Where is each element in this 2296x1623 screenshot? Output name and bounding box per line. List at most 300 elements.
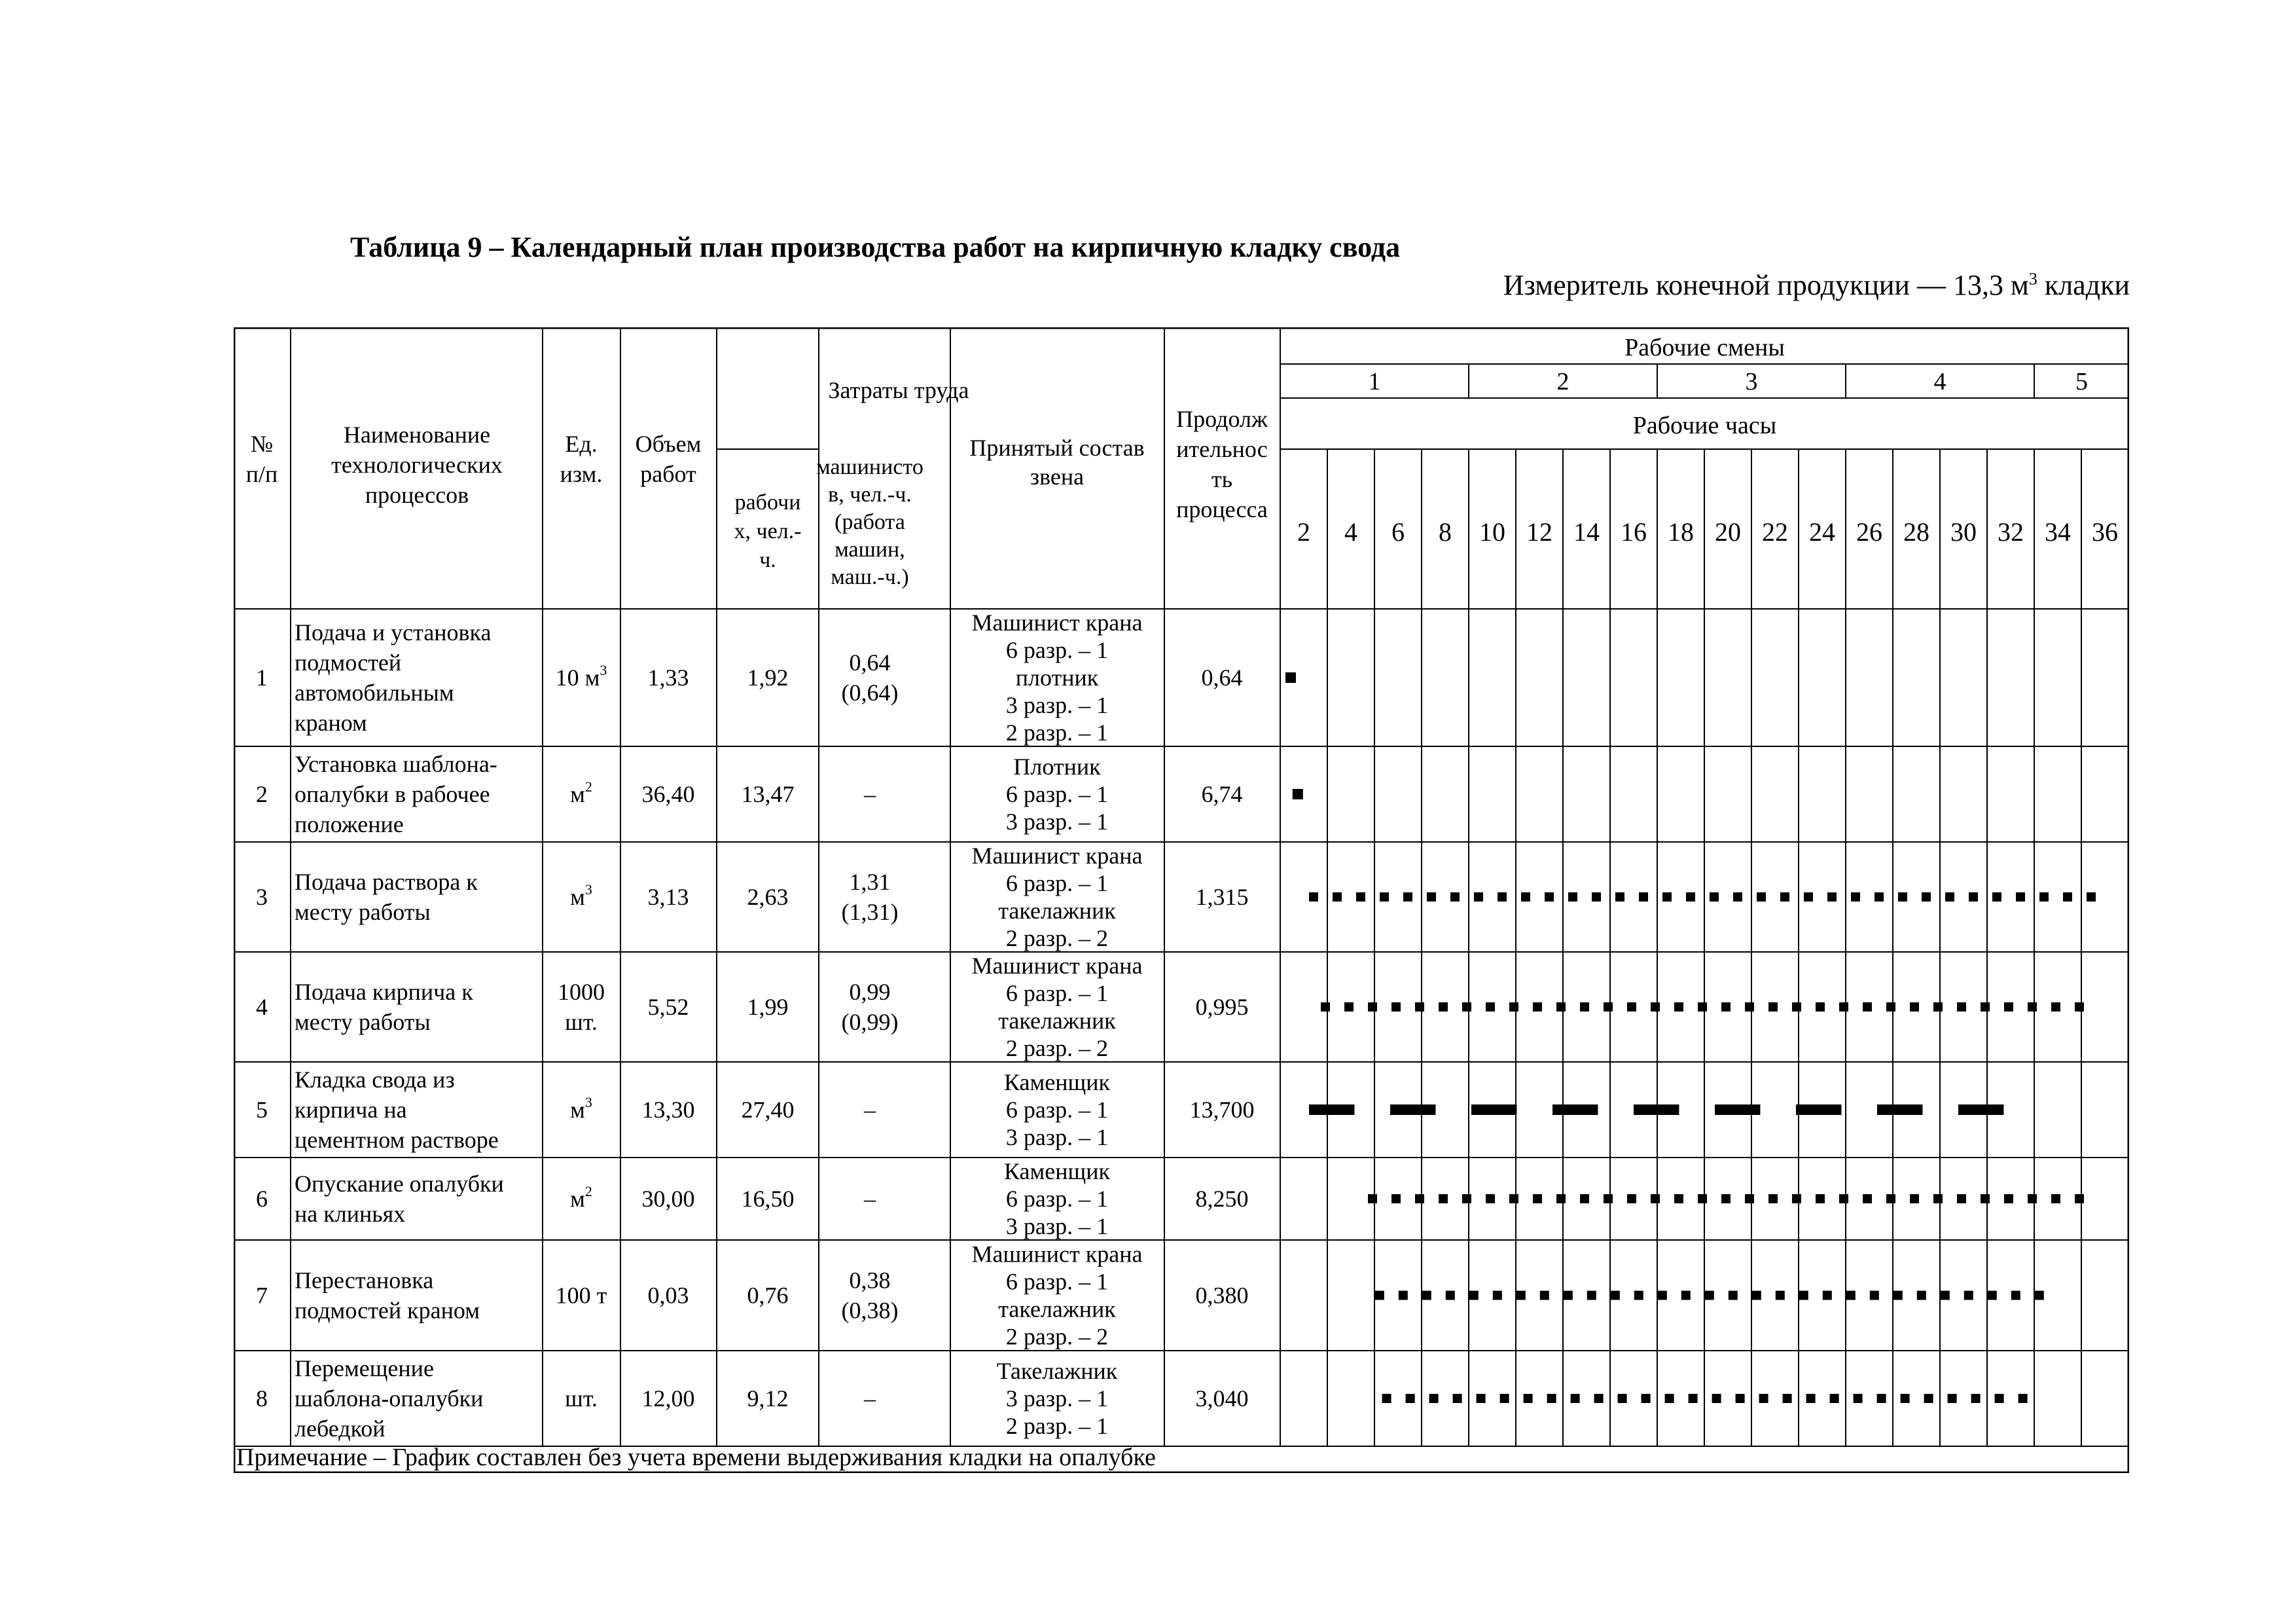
row-crew: 2 разр. – 2 (1005, 1035, 1109, 1061)
row-crew: 3 разр. – 1 (1005, 1124, 1109, 1150)
row-crew: такелажник (998, 898, 1116, 924)
gantt-bar (1486, 1194, 1495, 1203)
row-name: автомобильным (295, 680, 454, 706)
gantt-bar (1877, 1104, 1922, 1115)
row-machinists: 1,31 (849, 869, 891, 895)
gantt-bar (1698, 1194, 1707, 1203)
row-crew: 2 разр. – 1 (1005, 1413, 1109, 1439)
row-crew: Машинист крана (971, 1241, 1143, 1267)
header-hour: 22 (1762, 517, 1788, 547)
gantt-bar (1945, 892, 1954, 902)
row-crew: Машинист крана (971, 953, 1143, 979)
row-machinists: (0,64) (841, 680, 899, 706)
gantt-bar (1757, 892, 1766, 902)
gantt-bar (1564, 1291, 1573, 1300)
row-num: 2 (256, 781, 268, 807)
row-crew: Машинист крана (971, 610, 1143, 636)
gantt-bar (1981, 1002, 1990, 1012)
gantt-bar (1839, 1194, 1848, 1203)
header-crew: Принятый состав (969, 435, 1145, 461)
header-hour: 14 (1573, 517, 1600, 547)
header-hour: 28 (1903, 517, 1929, 547)
gantt-bar (1733, 892, 1742, 902)
gantt-bar (1568, 892, 1577, 902)
row-unit: 1000 (558, 979, 605, 1005)
gantt-bar (2011, 1291, 2020, 1300)
gantt-bar (1971, 1394, 1981, 1403)
header-machinists: машинисто (816, 455, 924, 479)
gantt-bar (2028, 1194, 2037, 1203)
gantt-bar (1471, 1104, 1516, 1115)
gantt-bar (1780, 892, 1789, 902)
row-duration: 0,380 (1195, 1282, 1249, 1309)
gantt-bar (1886, 1002, 1895, 1012)
row-name: Перестановка (295, 1267, 434, 1294)
gantt-bar (1368, 1194, 1377, 1203)
row-volume: 30,00 (641, 1186, 695, 1212)
gantt-bar (2018, 1394, 2028, 1403)
row-volume: 5,52 (647, 994, 689, 1020)
gantt-bar (1391, 1194, 1401, 1203)
row-unit: 10 $м^3$ (555, 662, 607, 691)
gantt-bar (1309, 892, 1318, 902)
row-workers: 0,76 (747, 1282, 789, 1309)
header-shift-number: 5 (2075, 368, 2088, 395)
row-machinists: 0,64 (849, 649, 891, 676)
gantt-bar (2016, 892, 2025, 902)
row-num: 5 (256, 1097, 268, 1123)
row-crew: 2 разр. – 1 (1005, 720, 1109, 746)
row-machinists: (0,38) (841, 1297, 899, 1324)
row-name: месту работы (295, 899, 431, 925)
row-workers: 1,99 (747, 994, 789, 1020)
header-name: технологических (331, 452, 503, 478)
gantt-bar (1521, 892, 1530, 902)
gantt-bar (1552, 1104, 1598, 1115)
row-crew: 3 разр. – 1 (1005, 1213, 1109, 1239)
row-machinists: – (864, 1186, 876, 1212)
row-name: подмостей (295, 649, 402, 676)
row-crew: такелажник (998, 1008, 1116, 1034)
gantt-bar (1804, 892, 1813, 902)
header-hour: 8 (1439, 517, 1452, 547)
gantt-bar (1768, 1002, 1778, 1012)
header-duration: ительнос (1176, 436, 1268, 462)
row-workers: 16,50 (741, 1186, 795, 1212)
row-crew: плотник (1015, 665, 1099, 691)
gantt-bar (1992, 892, 2001, 902)
header-hour: 20 (1715, 517, 1741, 547)
row-duration: 13,700 (1189, 1097, 1255, 1123)
gantt-bar (1486, 1002, 1495, 1012)
row-crew: 6 разр. – 1 (1005, 870, 1109, 896)
gantt-bar (1910, 1194, 1919, 1203)
header-duration: Продолж (1176, 406, 1268, 432)
gantt-bar (1745, 1194, 1754, 1203)
row-volume: 1,33 (647, 665, 689, 691)
header-crew: звена (1030, 464, 1085, 490)
header-unit: Ед. (565, 431, 598, 457)
gantt-bar (1745, 1002, 1754, 1012)
row-name: Опускание опалубки (295, 1171, 504, 1197)
gantt-bar (1922, 892, 1931, 902)
gantt-bar (1594, 1394, 1604, 1403)
row-duration: 6,74 (1201, 781, 1243, 807)
row-name: Подача раствора к (295, 869, 478, 895)
gantt-bar (1827, 892, 1837, 902)
header-name: Наименование (343, 422, 491, 448)
gantt-bar (1580, 1002, 1589, 1012)
gantt-bar (1344, 1002, 1354, 1012)
gantt-bar (1406, 1394, 1415, 1403)
header-workers: х, чел.- (734, 519, 802, 543)
row-crew: 3 разр. – 1 (1005, 1385, 1109, 1412)
gantt-bar (2004, 1002, 2013, 1012)
header-hour: 24 (1809, 517, 1835, 547)
header-hour: 16 (1621, 517, 1647, 547)
header-duration: процесса (1176, 496, 1268, 522)
header-machinists: (работа (834, 510, 905, 534)
gantt-bar (1403, 892, 1412, 902)
gantt-bar (1587, 1291, 1596, 1300)
gantt-bar (1547, 1394, 1556, 1403)
gantt-bar (1957, 1002, 1966, 1012)
row-name: опалубки в рабочее (295, 781, 490, 807)
gantt-bar (1870, 1291, 1879, 1300)
row-machinists: (0,99) (841, 1009, 899, 1035)
gantt-bar (1736, 1394, 1745, 1403)
gantt-bar (1874, 892, 1884, 902)
row-name: кирпича на (295, 1097, 407, 1123)
gantt-bar (1830, 1394, 1839, 1403)
gantt-bar (1964, 1291, 1973, 1300)
gantt-bar (1422, 1291, 1431, 1300)
gantt-bar (2004, 1194, 2013, 1203)
gantt-bar (1917, 1291, 1926, 1300)
gantt-bar (2051, 1194, 2060, 1203)
row-num: 3 (256, 884, 268, 910)
header-num: № (250, 431, 274, 457)
gantt-bar (1604, 1002, 1613, 1012)
row-volume: 12,00 (641, 1385, 695, 1412)
row-volume: 3,13 (647, 884, 689, 910)
gantt-bar (2039, 892, 2049, 902)
gantt-bar (1933, 1002, 1943, 1012)
gantt-bar (1604, 1194, 1613, 1203)
production-meter (1503, 268, 2130, 302)
gantt-bar (2028, 1002, 2037, 1012)
row-num: 7 (256, 1282, 268, 1309)
row-volume: 0,03 (647, 1282, 689, 1309)
gantt-bar (1948, 1394, 1957, 1403)
row-crew: Машинист крана (971, 843, 1143, 869)
row-name: на клиньях (295, 1201, 406, 1227)
gantt-bar (1333, 892, 1342, 902)
gantt-bar (1665, 1394, 1674, 1403)
gantt-bar (1509, 1194, 1518, 1203)
row-name: месту работы (295, 1009, 431, 1035)
row-unit: $м^3$ (570, 881, 592, 910)
header-shift-number: 2 (1556, 368, 1570, 395)
gantt-bar (1681, 1291, 1691, 1300)
row-unit: 100 т (555, 1282, 607, 1309)
gantt-bar (1627, 1002, 1636, 1012)
row-name: цементном растворе (295, 1127, 499, 1153)
row-name: шаблона-опалубки (295, 1385, 484, 1412)
row-workers: 9,12 (747, 1385, 789, 1412)
row-volume: 36,40 (641, 781, 695, 807)
row-unit-power: 3 (584, 881, 592, 898)
gantt-bar (1533, 1194, 1542, 1203)
row-unit: шт. (565, 1009, 598, 1035)
header-machinists: маш.-ч.) (831, 565, 909, 589)
gantt-bar (1816, 1002, 1825, 1012)
gantt-bar (1877, 1394, 1886, 1403)
header-hour: 30 (1950, 517, 1977, 547)
row-crew: 3 разр. – 1 (1005, 692, 1109, 718)
gantt-bar (1462, 1002, 1471, 1012)
gantt-bar (1995, 1394, 2004, 1403)
header-volume: Объем (635, 431, 702, 457)
gantt-bar (1854, 1394, 1863, 1403)
gantt-bar (1816, 1194, 1825, 1203)
gantt-bar (1651, 1002, 1660, 1012)
gantt-bar (1639, 892, 1648, 902)
gantt-bar (1474, 892, 1483, 902)
row-crew: 6 разр. – 1 (1005, 1097, 1109, 1123)
gantt-bar (1439, 1002, 1448, 1012)
header-volume: работ (640, 461, 696, 487)
gantt-bar (1863, 1194, 1872, 1203)
gantt-bar (1390, 1104, 1435, 1115)
row-crew: такелажник (998, 1296, 1116, 1322)
row-name: лебедкой (295, 1415, 386, 1442)
gantt-bar (1516, 1291, 1526, 1300)
gantt-bar (1498, 892, 1507, 902)
row-unit-power: 2 (584, 778, 592, 795)
row-num: 4 (256, 994, 268, 1020)
gantt-bar (1823, 1291, 1832, 1300)
gantt-bar (1768, 1194, 1778, 1203)
header-hour: 4 (1344, 517, 1357, 547)
header-machinists: в, чел.-ч. (828, 483, 912, 507)
row-duration: 8,250 (1195, 1186, 1249, 1212)
gantt-bar (1540, 1291, 1549, 1300)
row-crew: 2 разр. – 2 (1005, 1323, 1109, 1350)
gantt-bar (1293, 789, 1303, 799)
gantt-bar (2035, 1291, 2044, 1300)
row-crew: Плотник (1013, 754, 1101, 780)
gantt-bar (1391, 1002, 1401, 1012)
header-hour: 10 (1479, 517, 1505, 547)
row-num: 6 (256, 1186, 268, 1212)
row-machinists: – (864, 1385, 876, 1412)
gantt-bar (1674, 1002, 1683, 1012)
row-unit: шт. (565, 1385, 598, 1412)
gantt-bar (1957, 1194, 1966, 1203)
gantt-bar (1715, 1104, 1760, 1115)
header-unit: изм. (560, 461, 603, 487)
row-name: Перемещение (295, 1355, 434, 1381)
meter-text: Измеритель конечной продукции — 13,3 м (1503, 269, 2029, 301)
gantt-bar (1705, 1291, 1714, 1300)
gantt-bar (1450, 892, 1460, 902)
gantt-bar (1851, 892, 1860, 902)
gantt-bar (1571, 1394, 1580, 1403)
row-name: Установка шаблона- (295, 751, 497, 777)
header-hour: 36 (2092, 517, 2118, 547)
gantt-bar (1285, 672, 1296, 683)
row-name: подмостей краном (295, 1297, 480, 1324)
gantt-bar (1469, 1291, 1479, 1300)
gantt-bar (1910, 1002, 1919, 1012)
gantt-bar (1545, 892, 1554, 902)
row-unit: $м^2$ (570, 778, 592, 807)
gantt-bar (1634, 1104, 1679, 1115)
gantt-bar (1981, 1194, 1990, 1203)
gantt-bar (1634, 1291, 1643, 1300)
row-name: Подача и установка (295, 619, 492, 646)
gantt-bar (1752, 1291, 1761, 1300)
gantt-bar (1712, 1394, 1721, 1403)
header-hour: 2 (1297, 517, 1310, 547)
header-shifts-title: Рабочие смены (1624, 334, 1785, 361)
row-crew: 6 разр. – 1 (1005, 980, 1109, 1006)
row-machinists: 0,38 (849, 1267, 891, 1294)
row-unit-power: 3 (600, 662, 607, 678)
row-crew: 3 разр. – 1 (1005, 809, 1109, 835)
row-crew: Каменщик (1003, 1158, 1111, 1184)
row-workers: 1,92 (747, 665, 789, 691)
gantt-bar (1509, 1002, 1518, 1012)
gantt-bar (1462, 1194, 1471, 1203)
gantt-bar (1627, 1194, 1636, 1203)
gantt-bar (1611, 1291, 1620, 1300)
gantt-bar (1689, 1394, 1698, 1403)
gantt-bar (1429, 1394, 1439, 1403)
table-note: Примечание – График составлен без учета времени выдерживания кладки на опалубке (236, 1444, 1156, 1471)
row-unit-power: 2 (584, 1183, 592, 1199)
gantt-bar (1759, 1394, 1768, 1403)
gantt-bar (1792, 1002, 1801, 1012)
gantt-bar (1792, 1194, 1801, 1203)
gantt-bar (1988, 1291, 1997, 1300)
header-duration: ть (1211, 466, 1233, 492)
row-crew: 6 разр. – 1 (1005, 637, 1109, 663)
gantt-bar (1356, 892, 1365, 902)
header-hour: 6 (1391, 517, 1405, 547)
gantt-bar (1651, 1194, 1660, 1203)
gantt-bar (2075, 1002, 2084, 1012)
gantt-bar (1710, 892, 1719, 902)
gantt-bar (1533, 1002, 1542, 1012)
gantt-bar (1846, 1291, 1856, 1300)
gantt-bar (1415, 1002, 1424, 1012)
meter-unit-power: 3 (2028, 269, 2037, 289)
gantt-bar (1415, 1194, 1424, 1203)
gantt-bar (1886, 1194, 1895, 1203)
gantt-bar (1375, 1291, 1384, 1300)
row-machinists: (1,31) (841, 899, 899, 925)
gantt-bar (1729, 1291, 1738, 1300)
gantt-bar (1933, 1194, 1943, 1203)
gantt-bar (2087, 892, 2096, 902)
gantt-bar (1580, 1194, 1589, 1203)
row-name: краном (295, 710, 367, 736)
gantt-bar (1368, 1002, 1377, 1012)
gantt-bar (1783, 1394, 1792, 1403)
gantt-bar (2051, 1002, 2060, 1012)
row-num: 1 (256, 665, 268, 691)
header-hour: 32 (1998, 517, 2024, 547)
gantt-bar (1615, 892, 1624, 902)
header-hour: 26 (1856, 517, 1882, 547)
header-hour: 34 (2045, 517, 2071, 547)
gantt-bar (1556, 1194, 1566, 1203)
row-volume: 13,30 (641, 1097, 695, 1123)
row-name: Подача кирпича к (295, 979, 473, 1005)
row-crew: 6 разр. – 1 (1005, 1186, 1109, 1212)
row-name: положение (295, 811, 404, 837)
row-machinists: – (864, 781, 876, 807)
row-num: 8 (256, 1385, 268, 1412)
gantt-bar (1500, 1394, 1509, 1403)
row-crew: 2 разр. – 2 (1005, 925, 1109, 951)
header-shift-number: 3 (1745, 368, 1758, 395)
schedule-table (234, 327, 2129, 1473)
row-crew: 6 разр. – 1 (1005, 781, 1109, 807)
row-duration: 1,315 (1195, 884, 1249, 910)
gantt-bar (2075, 1194, 2084, 1203)
gantt-bar (1924, 1394, 1933, 1403)
gantt-bar (1446, 1291, 1455, 1300)
row-crew: 6 разр. – 1 (1005, 1268, 1109, 1295)
gantt-bar (1439, 1194, 1448, 1203)
row-unit: $м^2$ (570, 1183, 592, 1212)
gantt-bar (1380, 892, 1389, 902)
gantt-bar (1721, 1194, 1731, 1203)
gantt-bar (1309, 1104, 1354, 1115)
header-workers: рабочи (734, 490, 801, 515)
header-hours-title: Рабочие часы (1632, 412, 1777, 439)
header-num: п/п (245, 461, 278, 487)
gantt-bar (1776, 1291, 1785, 1300)
gantt-bar (1556, 1002, 1566, 1012)
row-duration: 0,64 (1201, 665, 1243, 691)
gantt-bar (1901, 1394, 1910, 1403)
gantt-bar (1799, 1291, 1808, 1300)
row-duration: 0,995 (1195, 994, 1249, 1020)
gantt-bar (2063, 892, 2072, 902)
gantt-bar (1674, 1194, 1683, 1203)
row-workers: 27,40 (741, 1097, 795, 1123)
header-labor: Затраты труда (828, 377, 969, 403)
gantt-bar (1493, 1291, 1502, 1300)
table-title: Таблица 9 – Календарный план производства работ на кирпичную кладку свода (350, 231, 1401, 263)
row-workers: 13,47 (741, 781, 795, 807)
gantt-bar (1941, 1291, 1950, 1300)
header-machinists: машин, (834, 538, 905, 562)
header-workers: ч. (759, 548, 776, 572)
gantt-bar (1477, 1394, 1486, 1403)
gantt-bar (1958, 1104, 2003, 1115)
row-crew: Каменщик (1003, 1069, 1111, 1095)
gantt-bar (1453, 1394, 1462, 1403)
gantt-bar (1898, 892, 1907, 902)
row-unit: $м^3$ (570, 1094, 592, 1123)
gantt-bar (1641, 1394, 1651, 1403)
gantt-bar (1618, 1394, 1627, 1403)
